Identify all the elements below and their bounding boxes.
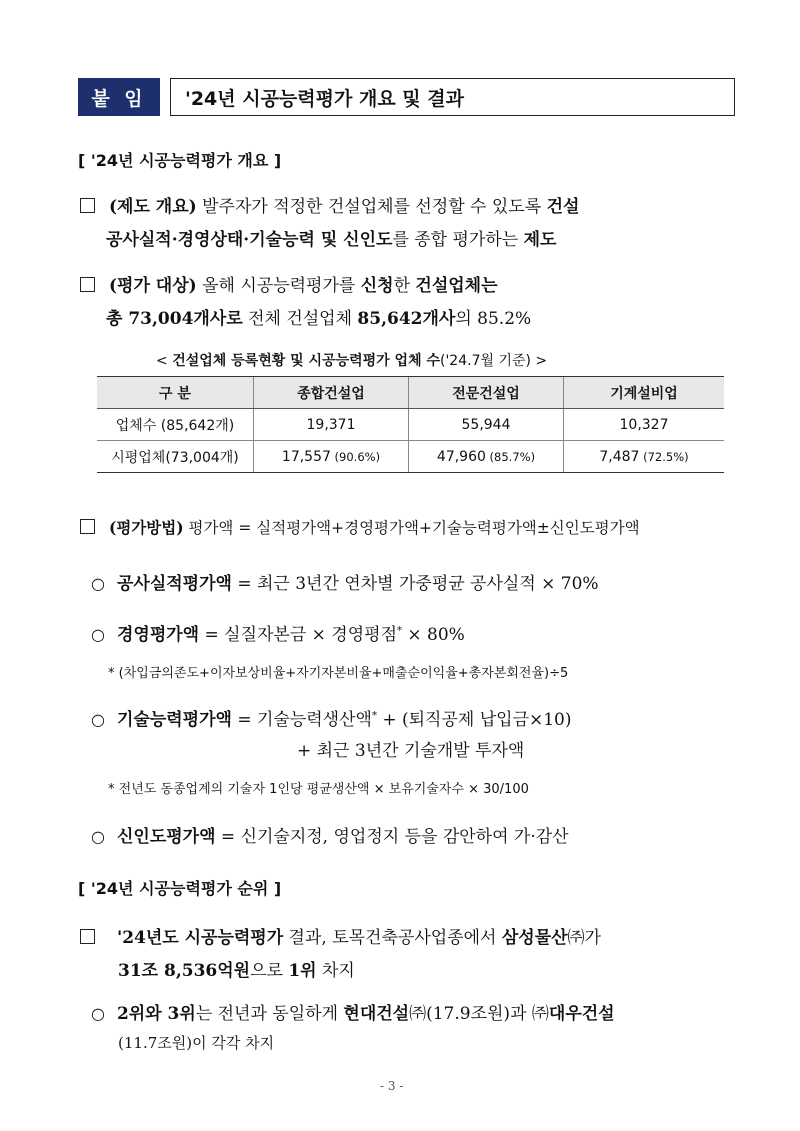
attachment-badge: 붙 임 <box>78 78 160 116</box>
sub-management <box>91 620 465 645</box>
checkbox-icon <box>80 277 95 292</box>
table-cell <box>409 441 564 473</box>
sub-technology-text: = 기술능력생산액 <box>231 710 372 730</box>
sub-technology-label: 기술능력평가액 <box>116 710 232 730</box>
table-cell <box>564 441 725 473</box>
checkbox-icon <box>80 198 95 213</box>
sub-management-note: * (차입금의존도+이자보상비율+자기자본비율+매출순이익율+총자본회전율)÷5 <box>108 666 569 681</box>
table-cell <box>254 441 409 473</box>
page-number: - 3 - <box>380 1079 404 1093</box>
checkbox-icon <box>80 519 95 534</box>
bracket-open: [ <box>78 151 91 170</box>
document-title-text: '24년 시공능력평가 개요 및 결과 <box>185 87 464 110</box>
sub-trust <box>91 822 569 847</box>
item-system-line2 <box>106 225 556 250</box>
rank-title: '24년도 시공능력평가 <box>117 928 284 948</box>
sub-management-label: 경영평가액 <box>116 625 200 645</box>
rank-text3: 차지 <box>316 961 355 981</box>
circle-bullet-icon: ○ <box>91 625 105 644</box>
table-cell: 19,371 <box>254 409 409 441</box>
caption-bold: 건설업체 등록현황 및 시공능력평가 업체 수 <box>172 353 440 369</box>
item-method-label: (평가방법) <box>109 518 184 537</box>
table-header: 구 분 <box>97 377 254 409</box>
bracket-close: ] <box>268 879 282 898</box>
rank-line1 <box>80 923 601 948</box>
item-system-bold2: 제도 <box>523 230 557 250</box>
sub-trust-text: = 신기술지정, 영업정지 등을 감안하여 가·감산 <box>215 827 569 847</box>
item-method-line <box>80 516 640 538</box>
bracket-open: [ <box>78 879 91 898</box>
sub-technology-line2: + 최근 3년간 기술개발 투자액 <box>297 741 525 761</box>
section-heading-overview <box>78 148 281 171</box>
checkbox-icon <box>80 929 95 944</box>
footnote-marker: * <box>371 710 377 722</box>
table-cell: 업체수 (85,642개) <box>97 409 254 441</box>
cell-percent: (85.7%) <box>485 449 536 464</box>
table-row <box>97 441 724 473</box>
item-target-bold: 신청 <box>360 276 394 296</box>
item-target-total: 85,642개사 <box>357 309 456 329</box>
rank-first: 1위 <box>288 961 317 981</box>
table-cell: 10,327 <box>564 409 725 441</box>
section-heading-text: '24년 시공능력평가 개요 <box>90 151 269 170</box>
item-method-text: 평가액 = 실적평가액+경영평가액+기술능력평가액±신인도평가액 <box>183 519 640 537</box>
table-cell: 시평업체(73,004개) <box>97 441 254 473</box>
rank-suffix: ㈜가 <box>567 928 601 948</box>
rank-sub-line2: (11.7조원)이 각각 차지 <box>118 1034 275 1052</box>
rank-sub-text2: ㈜(17.9조원)과 ㈜ <box>409 1004 549 1024</box>
sub-performance <box>91 569 599 594</box>
rank-text: 결과, 토목건축공사업종에서 <box>283 928 502 948</box>
sub-trust-label: 신인도평가액 <box>116 827 216 847</box>
rank-company-2: 현대건설 <box>343 1004 410 1024</box>
rank-company-3: 대우건설 <box>548 1004 615 1024</box>
rank-amount: 31조 8,536억원 <box>118 961 251 981</box>
item-target-label: (평가 대상) <box>109 276 197 296</box>
caption-rest: ('24.7월 기준) > <box>440 353 548 369</box>
item-target-text: 올해 시공능력평가를 <box>196 276 361 296</box>
cell-percent: (72.5%) <box>639 449 689 464</box>
table-caption <box>156 350 547 370</box>
item-target-ratio: 의 85.2% <box>455 309 532 329</box>
cell-value: 47,960 <box>436 448 486 465</box>
rank-company: 삼성물산 <box>501 928 568 948</box>
item-system-criteria: 공사실적·경영상태·기술능력 및 신인도 <box>106 230 393 250</box>
bracket-close: ] <box>268 151 282 170</box>
item-system-text2: 를 종합 평가하는 <box>392 230 524 250</box>
circle-bullet-icon: ○ <box>91 710 105 729</box>
section-heading-ranking <box>78 876 281 899</box>
sub-performance-label: 공사실적평가액 <box>116 574 232 594</box>
rank-text2: 으로 <box>250 961 289 981</box>
rank-sub-text: 는 전년과 동일하게 <box>195 1004 344 1024</box>
circle-bullet-icon: ○ <box>91 574 105 593</box>
table-header: 종합건설업 <box>254 377 409 409</box>
sub-management-text: = 실질자본금 × 경영평점 <box>199 625 397 645</box>
rank-line2 <box>118 956 355 981</box>
footnote-marker: * <box>397 625 402 637</box>
table-header: 전문건설업 <box>409 377 564 409</box>
table-header: 기계설비업 <box>564 377 725 409</box>
sub-management-tail: × 80% <box>402 625 465 645</box>
item-target-text3: 전체 건설업체 <box>242 309 358 329</box>
sub-performance-text: = 최근 3년간 연차별 가중평균 공사실적 × 70% <box>231 574 599 594</box>
item-system-label: (제도 개요) <box>109 197 197 217</box>
item-target-count: 총 73,004개사로 <box>106 309 243 329</box>
sub-technology <box>91 705 572 730</box>
item-target-line1 <box>80 271 498 296</box>
table-row <box>97 409 724 441</box>
circle-bullet-icon: ○ <box>91 1004 105 1023</box>
sub-technology-note: * 전년도 동종업계의 기술자 1인당 평균생산액 × 보유기술자수 × 30/100 <box>108 782 529 797</box>
item-target-bold2: 건설업체는 <box>415 276 498 296</box>
item-system-bold: 건설 <box>546 197 580 217</box>
registration-table <box>97 376 724 473</box>
item-system-line1 <box>80 192 579 217</box>
section-heading-text: '24년 시공능력평가 순위 <box>90 879 269 898</box>
document-title <box>170 78 735 116</box>
cell-value: 7,487 <box>599 448 640 465</box>
sub-technology-tail: + (퇴직공제 납입금×10) <box>376 710 572 730</box>
table-header-row <box>97 377 724 409</box>
item-target-text2: 한 <box>393 276 416 296</box>
rank-sub-line1 <box>91 999 615 1024</box>
cell-value: 17,557 <box>281 448 331 465</box>
table-cell: 55,944 <box>409 409 564 441</box>
caption-open: < <box>156 353 173 369</box>
rank-second-third: 2위와 3위 <box>116 1004 196 1024</box>
circle-bullet-icon: ○ <box>91 827 105 846</box>
item-target-line2 <box>106 304 531 329</box>
cell-percent: (90.6%) <box>330 449 381 464</box>
item-system-text: 발주자가 적정한 건설업체를 선정할 수 있도록 <box>196 197 547 217</box>
